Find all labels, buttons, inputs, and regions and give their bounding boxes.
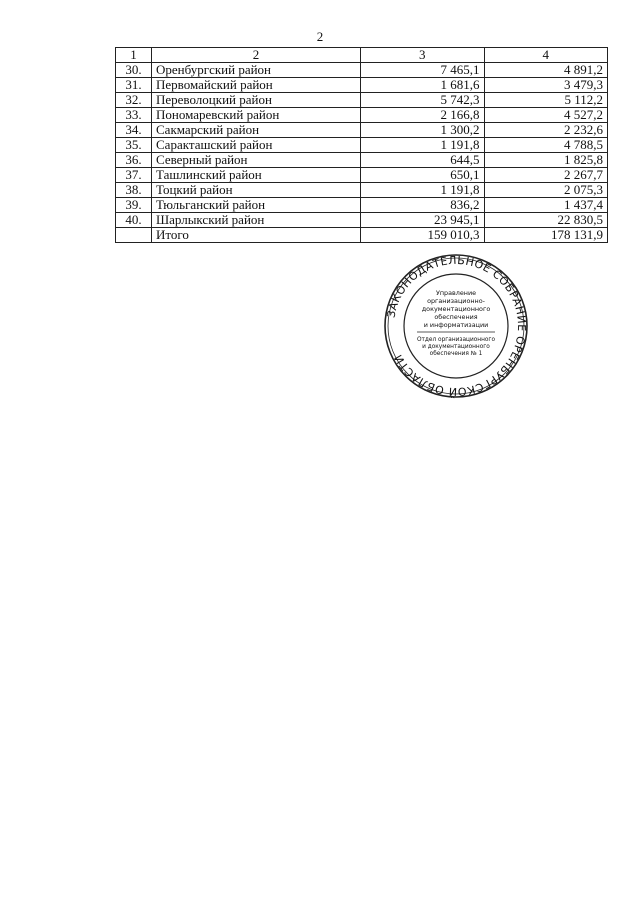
cell-v4: 178 131,9	[484, 228, 608, 243]
cell-num: 40.	[116, 213, 152, 228]
cell-v3: 836,2	[361, 198, 485, 213]
cell-v3: 5 742,3	[361, 93, 485, 108]
cell-v3: 650,1	[361, 168, 485, 183]
cell-num: 32.	[116, 93, 152, 108]
table-row	[116, 153, 608, 168]
cell-name: Оренбургский район	[152, 63, 361, 78]
table-row	[116, 198, 608, 213]
cell-name: Саракташский район	[152, 138, 361, 153]
cell-v3: 1 191,8	[361, 183, 485, 198]
cell-v4: 4 788,5	[484, 138, 608, 153]
header-col-3: 3	[361, 48, 485, 63]
cell-num: 35.	[116, 138, 152, 153]
cell-name: Северный район	[152, 153, 361, 168]
table-row	[116, 108, 608, 123]
seal-sub-line: обеспечения № 1	[429, 351, 483, 357]
cell-num: 39.	[116, 198, 152, 213]
cell-num: 31.	[116, 78, 152, 93]
cell-v3: 1 191,8	[361, 138, 485, 153]
table-row	[116, 78, 608, 93]
seal-inner-line: организационно-	[427, 297, 485, 305]
header-col-2: 2	[152, 48, 361, 63]
cell-v4: 3 479,3	[484, 78, 608, 93]
cell-name: Переволоцкий район	[152, 93, 361, 108]
seal-ring-text: ЗАКОНОДАТЕЛЬНОЕ СОБРАНИЕ ОРЕНБУРГСКОЙ ОБЛАСТИ	[384, 253, 529, 399]
cell-v3: 7 465,1	[361, 63, 485, 78]
total-row	[116, 228, 608, 243]
cell-v4: 5 112,2	[484, 93, 608, 108]
cell-v4: 22 830,5	[484, 213, 608, 228]
cell-num: 34.	[116, 123, 152, 138]
cell-name: Шарлыкский район	[152, 213, 361, 228]
cell-num: 30.	[116, 63, 152, 78]
cell-v4: 2 267,7	[484, 168, 608, 183]
cell-v3: 644,5	[361, 153, 485, 168]
seal-sub-line: Отдел организационного	[416, 337, 496, 343]
seal-sub-line: и документационного	[422, 344, 490, 350]
cell-num: 38.	[116, 183, 152, 198]
cell-num	[116, 228, 152, 243]
cell-v4: 4 527,2	[484, 108, 608, 123]
cell-v3: 1 300,2	[361, 123, 485, 138]
page-number: 2	[316, 29, 324, 44]
district-table	[115, 47, 608, 243]
cell-name: Итого	[152, 228, 361, 243]
table-header-row	[116, 48, 608, 63]
cell-name: Ташлинский район	[152, 168, 361, 183]
table-row	[116, 183, 608, 198]
table-row	[116, 93, 608, 108]
cell-v4: 4 891,2	[484, 63, 608, 78]
cell-num: 33.	[116, 108, 152, 123]
cell-v4: 2 075,3	[484, 183, 608, 198]
header-col-4: 4	[484, 48, 608, 63]
cell-name: Тюльганский район	[152, 198, 361, 213]
cell-num: 36.	[116, 153, 152, 168]
table-row	[116, 168, 608, 183]
cell-num: 37.	[116, 168, 152, 183]
table-row	[116, 213, 608, 228]
seal-inner-line: Управление	[435, 289, 477, 297]
cell-name: Пономаревский район	[152, 108, 361, 123]
cell-name: Первомайский район	[152, 78, 361, 93]
cell-v3: 2 166,8	[361, 108, 485, 123]
header-col-1: 1	[116, 48, 152, 63]
cell-v3: 23 945,1	[361, 213, 485, 228]
cell-name: Тоцкий район	[152, 183, 361, 198]
seal-inner-line: и информатизации	[423, 321, 489, 329]
cell-v4: 1 825,8	[484, 153, 608, 168]
cell-v3: 1 681,6	[361, 78, 485, 93]
cell-v4: 2 232,6	[484, 123, 608, 138]
seal-inner-line: обеспечения	[434, 313, 478, 321]
table-row	[116, 123, 608, 138]
seal-inner-line: документационного	[421, 305, 491, 313]
cell-name: Сакмарский район	[152, 123, 361, 138]
table-row	[116, 63, 608, 78]
table-row	[116, 138, 608, 153]
cell-v4: 1 437,4	[484, 198, 608, 213]
official-seal	[383, 253, 529, 399]
cell-v3: 159 010,3	[361, 228, 485, 243]
